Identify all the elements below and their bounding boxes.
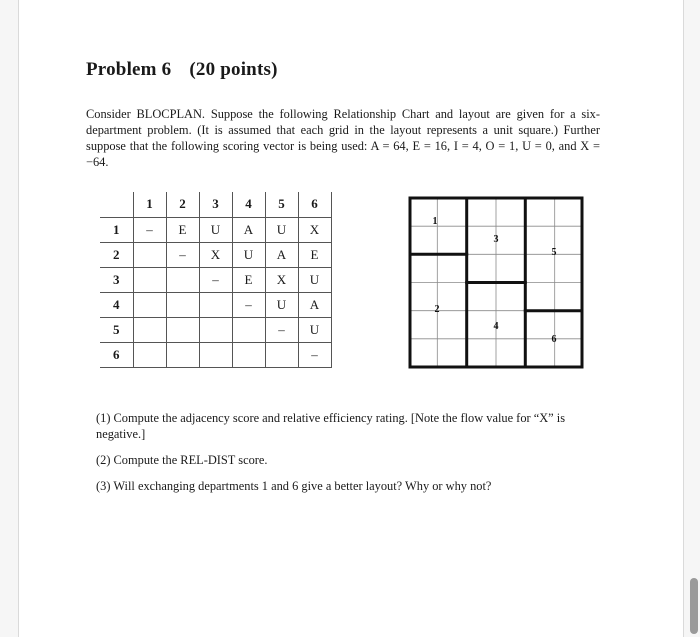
relationship-cell: U <box>298 317 331 342</box>
relationship-cell: – <box>133 217 166 242</box>
relationship-cell: U <box>199 217 232 242</box>
relationship-cell <box>232 342 265 367</box>
column-header: 6 <box>298 192 331 217</box>
relationship-cell: – <box>232 292 265 317</box>
relationship-cell: X <box>199 242 232 267</box>
relationship-cell: U <box>298 267 331 292</box>
column-header: 3 <box>199 192 232 217</box>
question-1: (1) Compute the adjacency score and relative efficiency rating. [Note the flow value for “X” is negative.] <box>96 411 566 441</box>
row-header: 4 <box>100 292 133 317</box>
relationship-cell: U <box>265 292 298 317</box>
relationship-cell: – <box>166 242 199 267</box>
question-3: (3) Will exchanging departments 1 and 6 give a better layout? Why or why not? <box>96 479 492 493</box>
relationship-cell: A <box>232 217 265 242</box>
department-label-6: 6 <box>551 334 557 345</box>
relationship-cell: E <box>166 217 199 242</box>
problem-statement: Consider BLOCPLAN. Suppose the following Relationship Chart and layout are given for a six-department problem. (It is assumed that each grid in the layout represents a unit square.) Further suppose that the following scoring vector is being used: A = 64, E = 16, I = 4, O = 1, U = 0, and X = −64. <box>86 107 600 169</box>
row-header: 2 <box>100 242 133 267</box>
scrollbar[interactable] <box>690 578 698 634</box>
chart-row <box>100 342 331 367</box>
relationship-cell: U <box>232 242 265 267</box>
problem-number: Problem 6 <box>86 59 172 80</box>
chart-row <box>100 292 331 317</box>
problem-title <box>86 59 278 81</box>
relationship-chart <box>100 192 332 368</box>
relationship-cell <box>166 292 199 317</box>
column-header: 5 <box>265 192 298 217</box>
chart-row <box>100 242 331 267</box>
block-layout <box>408 196 584 369</box>
relationship-cell: – <box>298 342 331 367</box>
column-header: 4 <box>232 192 265 217</box>
chart-row <box>100 217 331 242</box>
relationship-cell <box>232 317 265 342</box>
relationship-cell: – <box>199 267 232 292</box>
relationship-cell: U <box>265 217 298 242</box>
relationship-cell <box>166 342 199 367</box>
chart-row <box>100 267 331 292</box>
row-header: 5 <box>100 317 133 342</box>
row-header: 6 <box>100 342 133 367</box>
relationship-cell <box>166 267 199 292</box>
relationship-cell <box>133 292 166 317</box>
relationship-cell <box>199 342 232 367</box>
department-label-3: 3 <box>493 234 499 245</box>
relationship-cell <box>199 292 232 317</box>
relationship-cell: – <box>265 317 298 342</box>
relationship-cell: X <box>265 267 298 292</box>
relationship-cell: E <box>298 242 331 267</box>
problem-points: (20 points) <box>189 59 278 80</box>
question-2: (2) Compute the REL-DIST score. <box>96 453 268 467</box>
relationship-cell <box>133 317 166 342</box>
department-label-5: 5 <box>551 247 557 258</box>
chart-row <box>100 317 331 342</box>
relationship-cell <box>133 267 166 292</box>
row-header: 3 <box>100 267 133 292</box>
column-header: 1 <box>133 192 166 217</box>
question-list <box>96 410 606 504</box>
relationship-cell <box>199 317 232 342</box>
relationship-cell: X <box>298 217 331 242</box>
department-label-4: 4 <box>493 321 499 332</box>
relationship-cell <box>133 242 166 267</box>
relationship-cell: E <box>232 267 265 292</box>
row-header: 1 <box>100 217 133 242</box>
department-label-1: 1 <box>432 216 438 227</box>
column-header: 2 <box>166 192 199 217</box>
relationship-cell: A <box>298 292 331 317</box>
chart-corner <box>100 192 133 217</box>
relationship-cell <box>166 317 199 342</box>
relationship-cell: A <box>265 242 298 267</box>
department-label-2: 2 <box>434 304 440 315</box>
relationship-cell <box>265 342 298 367</box>
relationship-cell <box>133 342 166 367</box>
